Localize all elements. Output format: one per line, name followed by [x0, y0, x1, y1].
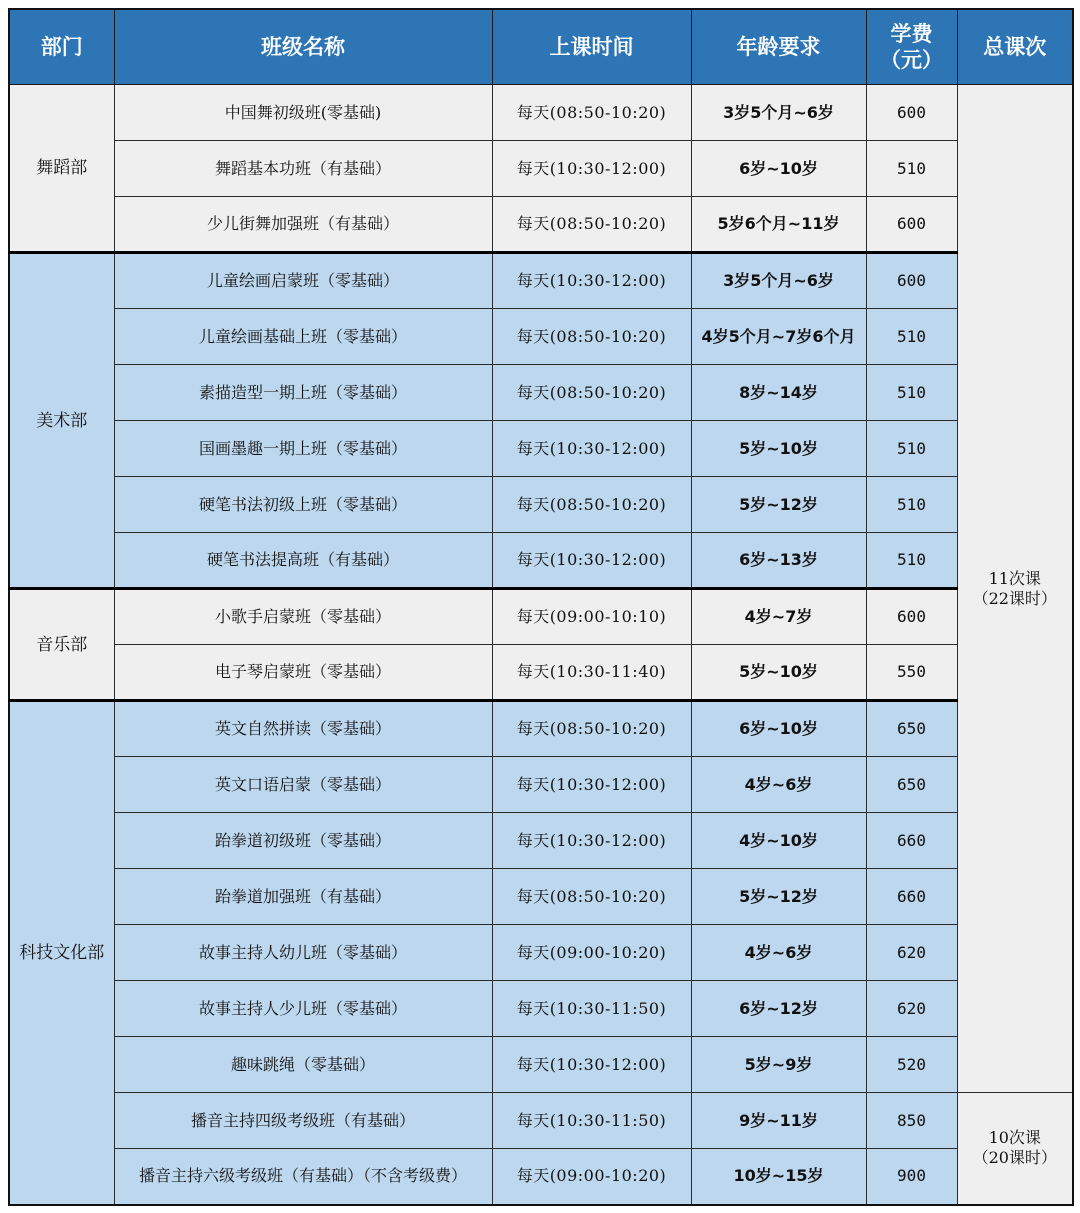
time-cell: 每天(08:50-10:20): [492, 701, 691, 757]
age-cell: 4岁~10岁: [691, 813, 866, 869]
fee-cell: 650: [866, 757, 957, 813]
fee-cell: 510: [866, 309, 957, 365]
fee-cell: 520: [866, 1037, 957, 1093]
total-cell: [957, 85, 1073, 1093]
fee-cell: 600: [866, 85, 957, 141]
table-row: [9, 197, 1073, 253]
time-cell: 每天(10:30-12:00): [492, 141, 691, 197]
age-cell: 10岁~15岁: [691, 1149, 866, 1205]
class-cell: 故事主持人少儿班（零基础）: [114, 981, 492, 1037]
age-cell: 6岁~12岁: [691, 981, 866, 1037]
table-row: [9, 813, 1073, 869]
time-cell: 每天(10:30-12:00): [492, 533, 691, 589]
time-cell: 每天(08:50-10:20): [492, 365, 691, 421]
dept-cell: 舞蹈部: [9, 85, 114, 253]
age-cell: 3岁5个月~6岁: [691, 85, 866, 141]
fee-cell: 600: [866, 589, 957, 645]
table-row: [9, 253, 1073, 309]
time-cell: 每天(10:30-11:50): [492, 981, 691, 1037]
table-row: [9, 925, 1073, 981]
fee-cell: 620: [866, 981, 957, 1037]
total-hours: （20课时）: [972, 1148, 1057, 1168]
dept-cell: 美术部: [9, 253, 114, 589]
age-cell: 8岁~14岁: [691, 365, 866, 421]
class-cell: 儿童绘画启蒙班（零基础）: [114, 253, 492, 309]
time-cell: 每天(10:30-12:00): [492, 757, 691, 813]
fee-cell: 900: [866, 1149, 957, 1205]
age-cell: 5岁6个月~11岁: [691, 197, 866, 253]
table-row: [9, 141, 1073, 197]
table-row: [9, 757, 1073, 813]
header-time: 上课时间: [492, 9, 691, 85]
class-cell: 电子琴启蒙班（零基础）: [114, 645, 492, 701]
age-cell: 4岁~6岁: [691, 757, 866, 813]
class-cell: 故事主持人幼儿班（零基础）: [114, 925, 492, 981]
age-cell: 5岁~12岁: [691, 869, 866, 925]
table-row: [9, 869, 1073, 925]
fee-cell: 620: [866, 925, 957, 981]
fee-cell: 510: [866, 533, 957, 589]
dept-cell: 科技文化部: [9, 701, 114, 1205]
fee-cell: 650: [866, 701, 957, 757]
age-cell: 4岁~7岁: [691, 589, 866, 645]
class-cell: 小歌手启蒙班（零基础）: [114, 589, 492, 645]
age-cell: 5岁~9岁: [691, 1037, 866, 1093]
class-cell: 硬笔书法提高班（有基础）: [114, 533, 492, 589]
table-row: [9, 645, 1073, 701]
time-cell: 每天(08:50-10:20): [492, 477, 691, 533]
age-cell: 3岁5个月~6岁: [691, 253, 866, 309]
class-cell: 中国舞初级班(零基础): [114, 85, 492, 141]
time-cell: 每天(10:30-12:00): [492, 421, 691, 477]
age-cell: 6岁~10岁: [691, 141, 866, 197]
table-row: [9, 1037, 1073, 1093]
table-row: [9, 701, 1073, 757]
fee-cell: 510: [866, 421, 957, 477]
class-cell: 跆拳道加强班（有基础）: [114, 869, 492, 925]
header-class-name: 班级名称: [114, 9, 492, 85]
class-cell: 英文口语启蒙（零基础）: [114, 757, 492, 813]
age-cell: 5岁~10岁: [691, 421, 866, 477]
age-cell: 6岁~10岁: [691, 701, 866, 757]
table-row: [9, 421, 1073, 477]
table-row: [9, 85, 1073, 141]
fee-cell: 510: [866, 477, 957, 533]
age-cell: 6岁~13岁: [691, 533, 866, 589]
time-cell: 每天(10:30-12:00): [492, 253, 691, 309]
header-age: 年龄要求: [691, 9, 866, 85]
dept-cell: 音乐部: [9, 589, 114, 701]
age-cell: 4岁5个月~7岁6个月: [691, 309, 866, 365]
class-cell: 播音主持四级考级班（有基础）: [114, 1093, 492, 1149]
time-cell: 每天(10:30-11:40): [492, 645, 691, 701]
fee-cell: 550: [866, 645, 957, 701]
class-cell: 素描造型一期上班（零基础）: [114, 365, 492, 421]
time-cell: 每天(09:00-10:20): [492, 1149, 691, 1205]
time-cell: 每天(08:50-10:20): [492, 85, 691, 141]
table-row: [9, 981, 1073, 1037]
course-schedule-table: [8, 8, 1074, 1206]
table-row: [9, 533, 1073, 589]
class-cell: 舞蹈基本功班（有基础）: [114, 141, 492, 197]
total-cell: [957, 1093, 1073, 1205]
table-row: [9, 477, 1073, 533]
class-cell: 硬笔书法初级上班（零基础）: [114, 477, 492, 533]
header-dept: 部门: [9, 9, 114, 85]
table-row: [9, 589, 1073, 645]
fee-cell: 510: [866, 141, 957, 197]
age-cell: 5岁~12岁: [691, 477, 866, 533]
table-row: [9, 1149, 1073, 1205]
header-total: 总课次: [957, 9, 1073, 85]
time-cell: 每天(10:30-11:50): [492, 1093, 691, 1149]
table-row: [9, 309, 1073, 365]
age-cell: 4岁~6岁: [691, 925, 866, 981]
header-fee-line2: （元）: [880, 48, 943, 72]
age-cell: 9岁~11岁: [691, 1093, 866, 1149]
fee-cell: 510: [866, 365, 957, 421]
fee-cell: 660: [866, 869, 957, 925]
class-cell: 跆拳道初级班（零基础）: [114, 813, 492, 869]
class-cell: 趣味跳绳（零基础）: [114, 1037, 492, 1093]
class-cell: 播音主持六级考级班（有基础）（不含考级费）: [114, 1149, 492, 1205]
time-cell: 每天(08:50-10:20): [492, 869, 691, 925]
header-row: [9, 9, 1073, 85]
age-cell: 5岁~10岁: [691, 645, 866, 701]
header-fee: [866, 9, 957, 85]
fee-cell: 660: [866, 813, 957, 869]
time-cell: 每天(08:50-10:20): [492, 309, 691, 365]
class-cell: 英文自然拼读（零基础）: [114, 701, 492, 757]
total-hours: （22课时）: [972, 588, 1057, 608]
time-cell: 每天(10:30-12:00): [492, 813, 691, 869]
table-row: [9, 1093, 1073, 1149]
header-fee-line1: 学费: [890, 22, 933, 46]
time-cell: 每天(09:00-10:10): [492, 589, 691, 645]
time-cell: 每天(10:30-12:00): [492, 1037, 691, 1093]
table-row: [9, 365, 1073, 421]
class-cell: 儿童绘画基础上班（零基础）: [114, 309, 492, 365]
total-sessions: 10次课: [988, 1128, 1041, 1148]
time-cell: 每天(08:50-10:20): [492, 197, 691, 253]
total-sessions: 11次课: [988, 568, 1041, 588]
time-cell: 每天(09:00-10:20): [492, 925, 691, 981]
fee-cell: 850: [866, 1093, 957, 1149]
class-cell: 少儿街舞加强班（有基础）: [114, 197, 492, 253]
fee-cell: 600: [866, 253, 957, 309]
fee-cell: 600: [866, 197, 957, 253]
class-cell: 国画墨趣一期上班（零基础）: [114, 421, 492, 477]
